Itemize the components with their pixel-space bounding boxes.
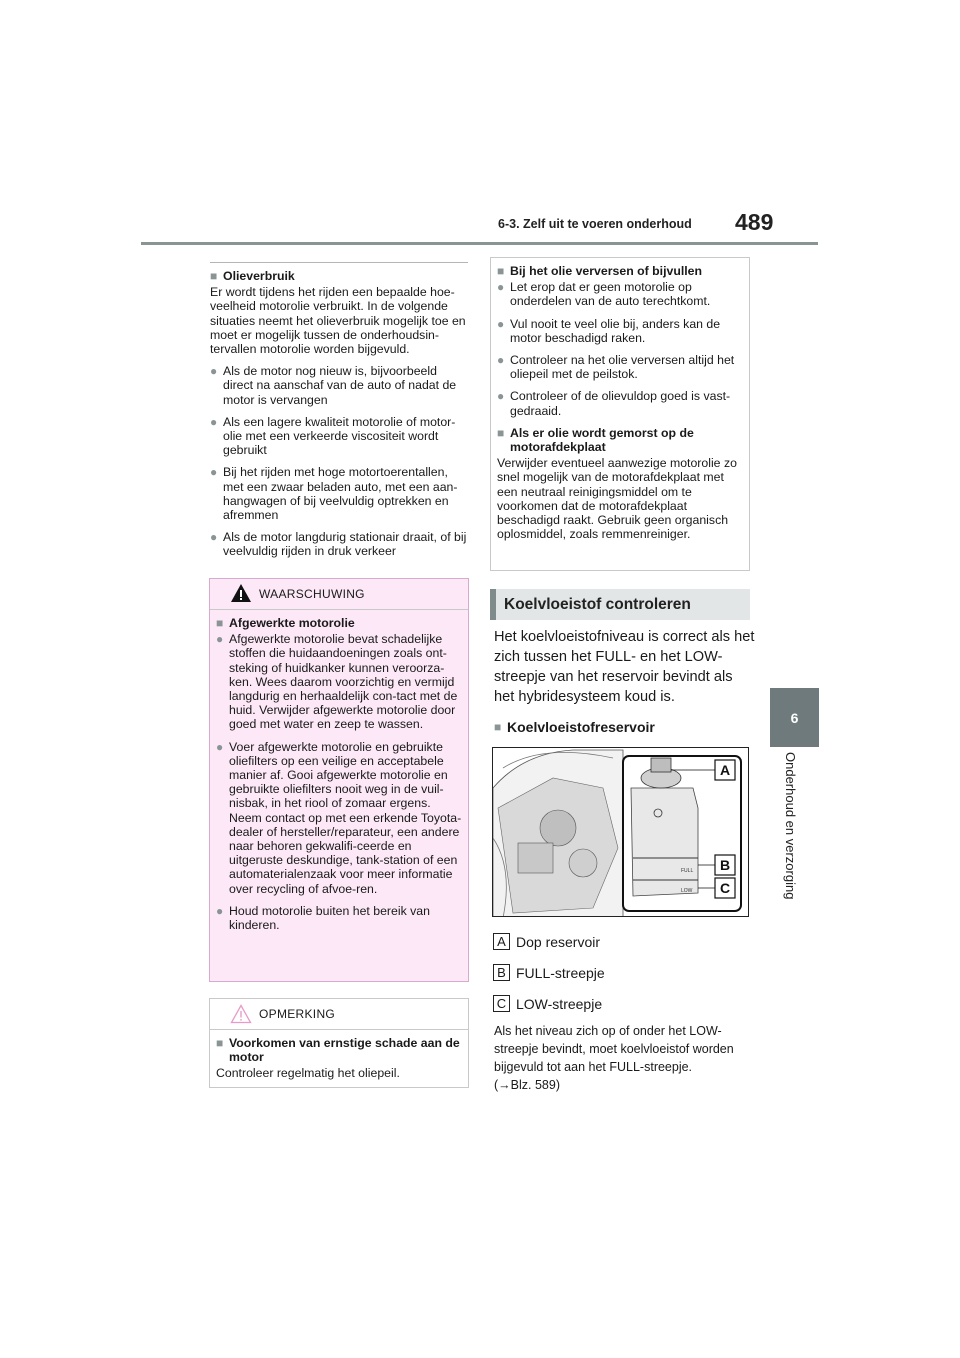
legend-item-a: [493, 933, 753, 950]
page-number: 489: [735, 209, 774, 235]
oil-consumption-intro: Er wordt tijdens het rijden een bepaalde hoe-veelheid motorolie verbruikt. In de volgende situaties neemt het olieverbruik mogelijk toe en moet er mogelijk tussen de onderhoudsin-tervallen motorolie worden bijgevuld.: [210, 285, 466, 357]
circle-bullet-icon: ●: [210, 414, 218, 429]
low-mark-label: LOW: [681, 888, 693, 894]
warning-label: WAARSCHUWING: [259, 587, 365, 601]
chapter-tab-label: Onderhoud en verzorging: [783, 752, 798, 900]
circle-bullet-icon: ●: [497, 280, 505, 295]
header-divider: [141, 242, 818, 245]
list-item: ● Als de motor nog nieuw is, bijvoorbeeld direct na aanschaf van de auto of nadat de motor is vervangen: [210, 364, 457, 407]
circle-bullet-icon: ●: [216, 903, 224, 918]
section-title: 6-3. Zelf uit te voeren onderhoud: [498, 217, 692, 231]
circle-bullet-icon: ●: [210, 364, 218, 379]
circle-bullet-icon: ●: [216, 739, 224, 754]
circle-bullet-icon: ●: [497, 389, 505, 404]
coolant-heading: Koelvloeistof controleren: [490, 589, 750, 620]
legend-letter: C: [493, 995, 510, 1012]
legend-text: FULL-streepje: [516, 964, 605, 981]
caution-triangle-icon: [230, 1004, 252, 1024]
circle-bullet-icon: ●: [210, 465, 218, 480]
oil-change-box: [490, 257, 750, 571]
oil-consumption-heading: ■ Olieverbruik: [210, 269, 295, 283]
circle-bullet-icon: ●: [216, 632, 224, 647]
engine-bay-drawing: [493, 748, 749, 917]
chapter-tab[interactable]: 6: [770, 688, 819, 747]
list-item: ● Afgewerkte motorolie bevat schadelijke stoffen die huidaandoeningen zoals ont-steking of huidkanker kunnen veroorza-ken. Wees daarom voorzichtig en vermijd langdurig en herhaaldelijk con-tact met de huid. Verwijder afgewerkte motorolie door goed met water en zeep te wassen.: [216, 632, 458, 732]
list-item: ● Houd motorolie buiten het bereik van kinderen.: [216, 903, 430, 933]
coolant-section: [494, 627, 756, 739]
square-bullet-icon: ■: [210, 269, 218, 283]
legend-text: LOW-streepje: [516, 995, 603, 1012]
square-bullet-icon: ■: [216, 616, 224, 630]
list-item: ● Let erop dat er geen motorolie op onderdelen van de auto terechtkomt.: [497, 280, 711, 309]
list-item: ● Controleer of de olievuldop goed is vast-gedraaid.: [497, 389, 731, 418]
warning-box: [209, 578, 469, 982]
list-item: ● Als de motor langdurig stationair draait, of bij veelvuldig rijden in druk verkeer: [210, 530, 467, 559]
oil-spill-title: ■ Als er olie wordt gemorst op de motorafdekplaat: [497, 425, 694, 455]
list-item: ● Vul nooit te veel olie bij, anders kan de motor beschadigd raken.: [497, 316, 721, 345]
coolant-reservoir-title: ■ Koelvloeistofreservoir: [494, 719, 655, 735]
note-label: OPMERKING: [259, 1007, 336, 1021]
coolant-reservoir-illustration: [492, 747, 749, 917]
oil-change-title: ■ Bij het olie verversen of bijvullen: [497, 264, 703, 278]
legend-letter: A: [493, 933, 510, 950]
coolant-intro: Het koelvloeistofniveau is correct als het zich tussen het FULL- en het LOW-streepje van het reservoir bevindt als het hybridesysteem koud is.: [494, 629, 755, 705]
legend-item-c: [493, 995, 753, 1012]
oil-spill-text: Verwijder eventueel aanwezige motorolie zo snel mogelijk van de motorafdekplaat met een neutraal reinigingsmiddel om te voorkomen dat de motorafdekplaat beschadigd raakt. Gebruik geen organisch oplosmiddel, zoals remmenreiniger.: [497, 456, 737, 542]
square-bullet-icon: ■: [497, 264, 505, 278]
page-reference[interactable]: (→Blz. 589): [494, 1078, 560, 1092]
square-bullet-icon: ■: [497, 425, 505, 440]
list-item: ● Als een lagere kwaliteit motorolie of motor-olie met een verkeerde viscositeit wordt gebruikt: [210, 414, 456, 458]
callout-b: B: [719, 857, 731, 873]
warning-title: ■ Afgewerkte motorolie: [216, 616, 355, 630]
note-text: Controleer regelmatig het oliepeil.: [216, 1066, 400, 1081]
warning-triangle-icon: [230, 583, 252, 603]
full-mark-label: FULL: [681, 868, 694, 874]
legend-text: Dop reservoir: [516, 933, 601, 950]
warning-header: [210, 579, 468, 610]
circle-bullet-icon: ●: [210, 530, 218, 545]
note-box: [209, 998, 469, 1088]
callout-c: C: [719, 880, 731, 896]
coolant-footnote: Als het niveau zich op of onder het LOW-streepje bevindt, moet koelvloeistof worden bijgevuld tot aan het FULL-streepje. (→Blz. 589): [494, 1022, 756, 1094]
legend-letter: B: [493, 964, 510, 981]
note-header: [210, 999, 468, 1030]
note-title: ■ Voorkomen van ernstige schade aan de motor: [216, 1036, 460, 1065]
list-item: ● Voer afgewerkte motorolie en gebruikte oliefilters op een veilige en acceptabele manier af. Gooi afgewerkte motorolie en gebruikte oliefilters nooit weg in de vuil-nisbak, in het riool of zomaar ergens. Neem contact op met een erkende Toyota-dealer of hersteller/reparateur, een andere naar behoren gekwalifi-ceerde en uitgeruste deskundige, tank-station of een automaterialenzaak voor meer informatie over recycling of afvoe-ren.: [216, 739, 462, 896]
section-divider: [210, 262, 468, 263]
circle-bullet-icon: ●: [497, 353, 505, 368]
list-item: ● Bij het rijden met hoge motortoerentallen, met een zwaar beladen auto, met een aan-hangwagen of bij veelvuldig optrekken en afremmen: [210, 465, 458, 523]
square-bullet-icon: ■: [494, 720, 502, 734]
callout-a: A: [719, 762, 731, 778]
square-bullet-icon: ■: [216, 1036, 224, 1050]
oil-consumption-section: [210, 262, 468, 567]
legend-item-b: [493, 964, 753, 981]
circle-bullet-icon: ●: [497, 316, 505, 331]
list-item: ● Controleer na het olie verversen altijd het oliepeil met de peilstok.: [497, 353, 735, 382]
